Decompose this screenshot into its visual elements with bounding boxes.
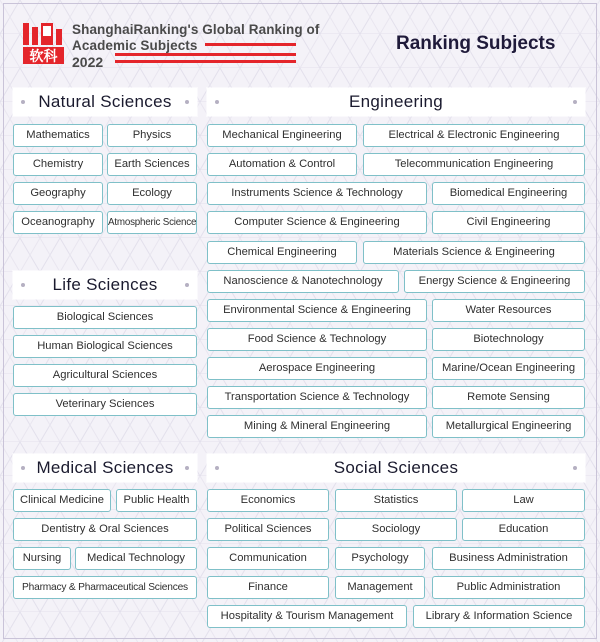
subject-medical-technology[interactable]: Medical Technology <box>75 547 197 570</box>
section-header-medical-sciences <box>13 454 197 482</box>
subject-economics[interactable]: Economics <box>207 489 329 512</box>
subject-chemical-engineering[interactable]: Chemical Engineering <box>207 241 357 264</box>
subject-aerospace-engineering[interactable]: Aerospace Engineering <box>207 357 427 380</box>
section-title: Engineering <box>348 92 444 111</box>
subject-nursing[interactable]: Nursing <box>13 547 71 570</box>
subject-statistics[interactable]: Statistics <box>335 489 457 512</box>
subject-nanoscience-nanotechnology[interactable]: Nanoscience & Nanotechnology <box>207 270 399 293</box>
subject-automation-control[interactable]: Automation & Control <box>207 153 357 176</box>
subject-communication[interactable]: Communication <box>207 547 329 570</box>
section-header-natural-sciences <box>13 88 197 116</box>
subject-civil-engineering[interactable]: Civil Engineering <box>432 211 585 234</box>
subject-atmospheric-science[interactable]: Atmospheric Science <box>107 211 197 234</box>
subject-public-administration[interactable]: Public Administration <box>432 576 585 599</box>
header-year: 2022 <box>72 54 104 70</box>
subject-sociology[interactable]: Sociology <box>335 518 457 541</box>
subject-instruments-science-technology[interactable]: Instruments Science & Technology <box>207 182 427 205</box>
section-header-engineering <box>207 88 585 116</box>
logo-text: 软科 <box>29 49 58 65</box>
section-dot <box>573 466 577 470</box>
subject-mathematics[interactable]: Mathematics <box>13 124 103 147</box>
subject-physics[interactable]: Physics <box>107 124 197 147</box>
page-title: Ranking Subjects <box>396 33 556 54</box>
subject-library-information-science[interactable]: Library & Information Science <box>413 605 585 628</box>
subject-clinical-medicine[interactable]: Clinical Medicine <box>13 489 111 512</box>
subject-agricultural-sciences[interactable]: Agricultural Sciences <box>13 364 197 387</box>
section-dot <box>185 283 189 287</box>
header-bar-mid <box>115 53 296 56</box>
subject-geography[interactable]: Geography <box>13 182 103 205</box>
subject-marine-ocean-engineering[interactable]: Marine/Ocean Engineering <box>432 357 585 380</box>
subject-transportation-science-technology[interactable]: Transportation Science & Technology <box>207 386 427 409</box>
subject-water-resources[interactable]: Water Resources <box>432 299 585 322</box>
subject-ecology[interactable]: Ecology <box>107 182 197 205</box>
subject-biomedical-engineering[interactable]: Biomedical Engineering <box>432 182 585 205</box>
section-title: Natural Sciences <box>38 92 172 111</box>
subject-dentistry-oral-sciences[interactable]: Dentistry & Oral Sciences <box>13 518 197 541</box>
subject-oceanography[interactable]: Oceanography <box>13 211 103 234</box>
subject-hospitality-tourism-management[interactable]: Hospitality & Tourism Management <box>207 605 407 628</box>
subject-metallurgical-engineering[interactable]: Metallurgical Engineering <box>432 415 585 438</box>
subject-biotechnology[interactable]: Biotechnology <box>432 328 585 351</box>
subject-education[interactable]: Education <box>462 518 585 541</box>
subject-veterinary-sciences[interactable]: Veterinary Sciences <box>13 393 197 416</box>
header-title-line2: Academic Subjects <box>72 38 198 53</box>
subject-energy-science-engineering[interactable]: Energy Science & Engineering <box>404 270 585 293</box>
subject-remote-sensing[interactable]: Remote Sensing <box>432 386 585 409</box>
section-title: Social Sciences <box>333 458 459 477</box>
subject-electrical-electronic-engineering[interactable]: Electrical & Electronic Engineering <box>363 124 585 147</box>
subject-biological-sciences[interactable]: Biological Sciences <box>13 306 197 329</box>
subject-computer-science-engineering[interactable]: Computer Science & Engineering <box>207 211 427 234</box>
subject-law[interactable]: Law <box>462 489 585 512</box>
subject-psychology[interactable]: Psychology <box>335 547 425 570</box>
subject-human-biological-sciences[interactable]: Human Biological Sciences <box>13 335 197 358</box>
subject-pharmacy-pharmaceutical-sciences[interactable]: Pharmacy & Pharmaceutical Sciences <box>13 576 197 599</box>
subject-earth-sciences[interactable]: Earth Sciences <box>107 153 197 176</box>
subject-finance[interactable]: Finance <box>207 576 329 599</box>
header-title-line1: ShanghaiRanking's Global Ranking of <box>72 22 320 37</box>
subject-public-health[interactable]: Public Health <box>116 489 197 512</box>
header-bar-top <box>205 43 296 46</box>
subject-environmental-science-engineering[interactable]: Environmental Science & Engineering <box>207 299 427 322</box>
subject-chemistry[interactable]: Chemistry <box>13 153 103 176</box>
subject-business-administration[interactable]: Business Administration <box>432 547 585 570</box>
section-dot <box>573 100 577 104</box>
subject-food-science-technology[interactable]: Food Science & Technology <box>207 328 427 351</box>
subject-political-sciences[interactable]: Political Sciences <box>207 518 329 541</box>
section-header-social-sciences <box>207 454 585 482</box>
section-header-life-sciences <box>13 271 197 299</box>
shanghairanking-logo <box>23 23 67 65</box>
subject-mining-mineral-engineering[interactable]: Mining & Mineral Engineering <box>207 415 427 438</box>
header-bar-bot <box>115 60 296 63</box>
section-title: Medical Sciences <box>36 458 174 477</box>
section-title: Life Sciences <box>52 275 158 294</box>
subject-management[interactable]: Management <box>335 576 425 599</box>
subject-mechanical-engineering[interactable]: Mechanical Engineering <box>207 124 357 147</box>
subject-telecommunication-engineering[interactable]: Telecommunication Engineering <box>363 153 585 176</box>
section-dot <box>185 466 189 470</box>
subject-materials-science-engineering[interactable]: Materials Science & Engineering <box>363 241 585 264</box>
section-dot <box>185 100 189 104</box>
